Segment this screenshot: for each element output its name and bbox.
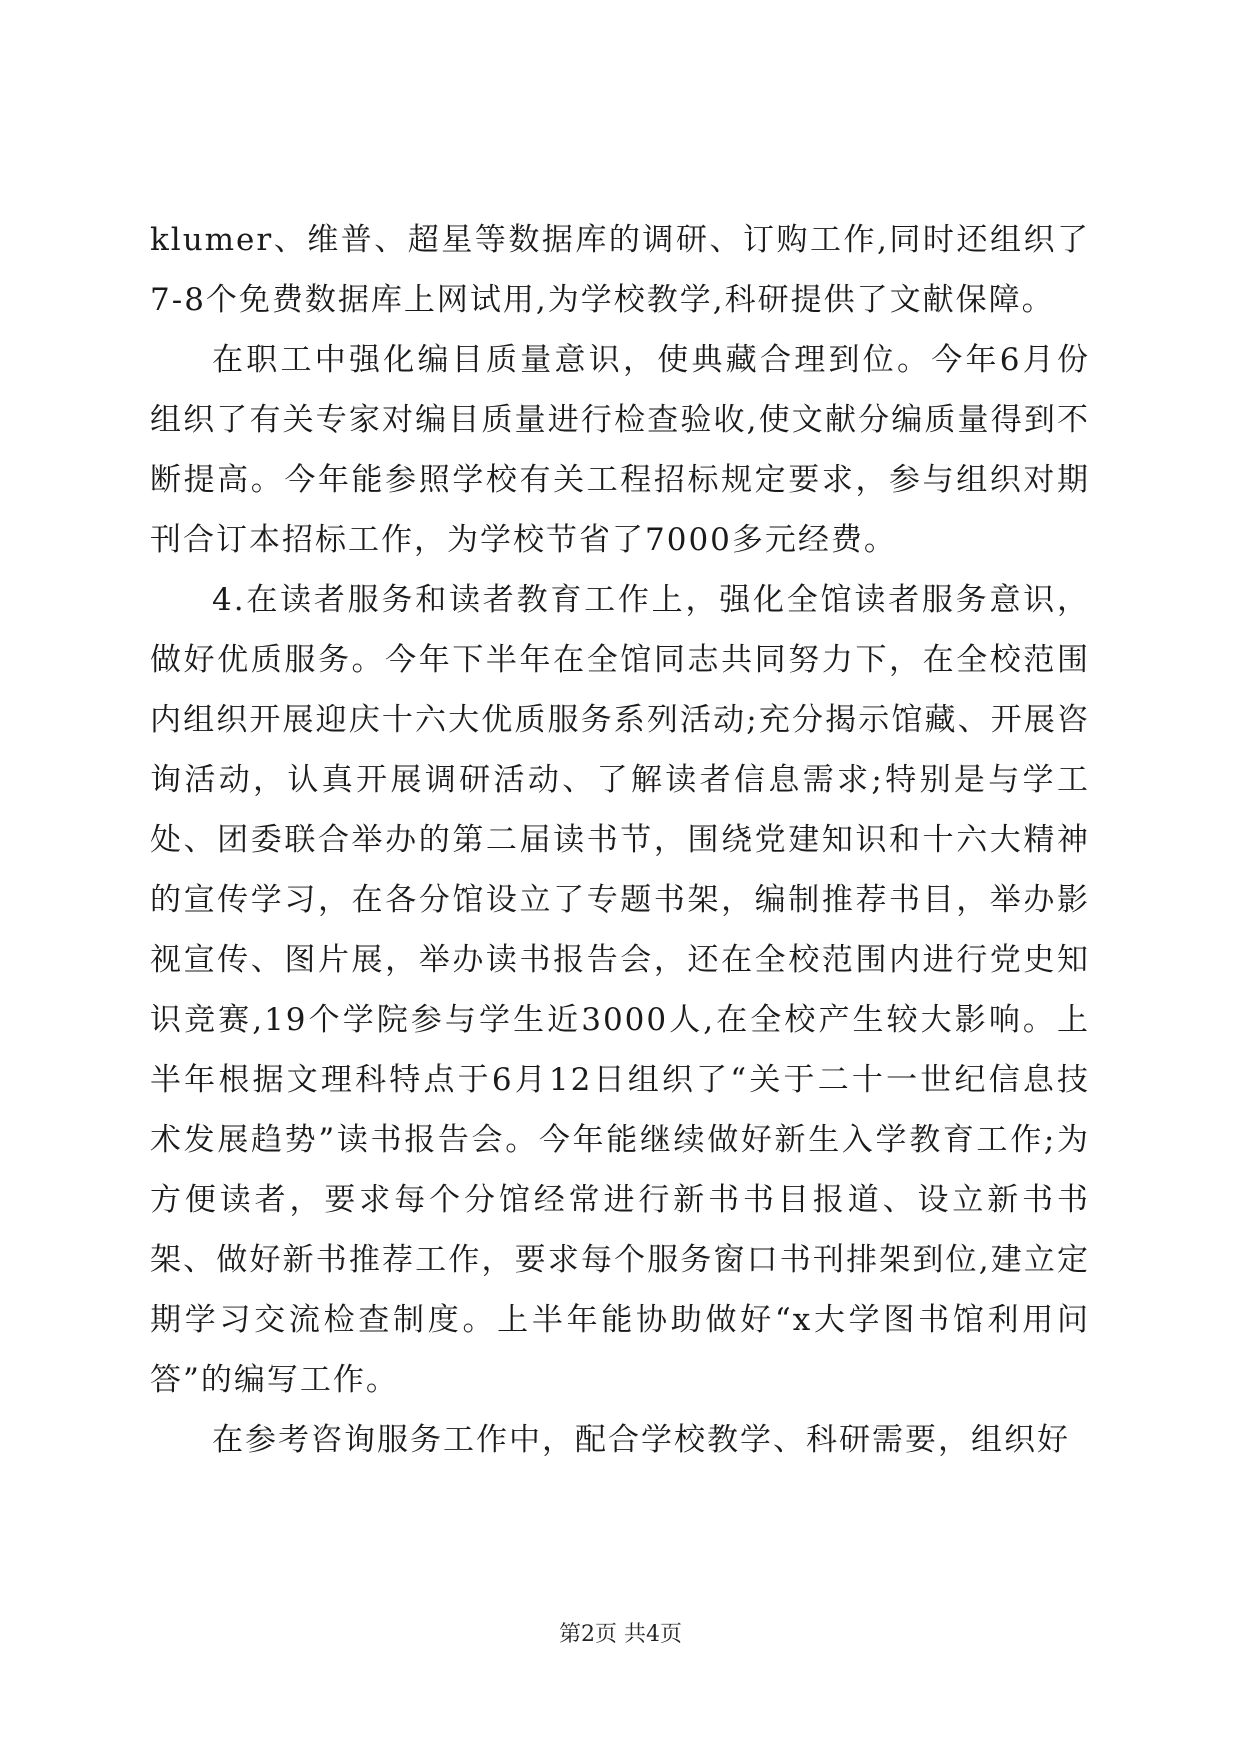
paragraph-2: 在职工中强化编目质量意识，使典藏合理到位。今年6月份组织了有关专家对编目质量进行检查验收,使文献分编质量得到不断提高。今年能参照学校有关工程招标规定要求，参与组织对期刊合订本招标工作，为学校节省了7000多元经费。 [150, 342, 1090, 558]
document-body [150, 210, 1090, 1470]
paragraph-3: 4.在读者服务和读者教育工作上，强化全馆读者服务意识，做好优质服务。今年下半年在全馆同志共同努力下，在全校范围内组织开展迎庆十六大优质服务系列活动;充分揭示馆藏、开展咨询活动，认真开展调研活动、了解读者信息需求;特别是与学工处、团委联合举办的第二届读书节，围绕党建知识和十六大精神的宣传学习，在各分馆设立了专题书架，编制推荐书目，举办影视宣传、图片展，举办读书报告会，还在全校范围内进行党史知识竞赛,19个学院参与学生近3000人,在全校产生较大影响。上半年根据文理科特点于6月12日组织了“关于二十一世纪信息技术发展趋势”读书报告会。今年能继续做好新生入学教育工作;为方便读者，要求每个分馆经常进行新书书目报道、设立新书书架、做好新书推荐工作，要求每个服务窗口书刊排架到位,建立定期学习交流检查制度。上半年能协助做好“x大学图书馆利用问答”的编写工作。 [150, 582, 1090, 1398]
paragraph-4: 在参考咨询服务工作中，配合学校教学、科研需要，组织好 [212, 1422, 1070, 1458]
paragraph-1: klumer、维普、超星等数据库的调研、订购工作,同时还组织了7-8个免费数据库上网试用,为学校教学,科研提供了文献保障。 [150, 222, 1090, 318]
page-number-footer: 第2页 共4页 [559, 1622, 682, 1647]
